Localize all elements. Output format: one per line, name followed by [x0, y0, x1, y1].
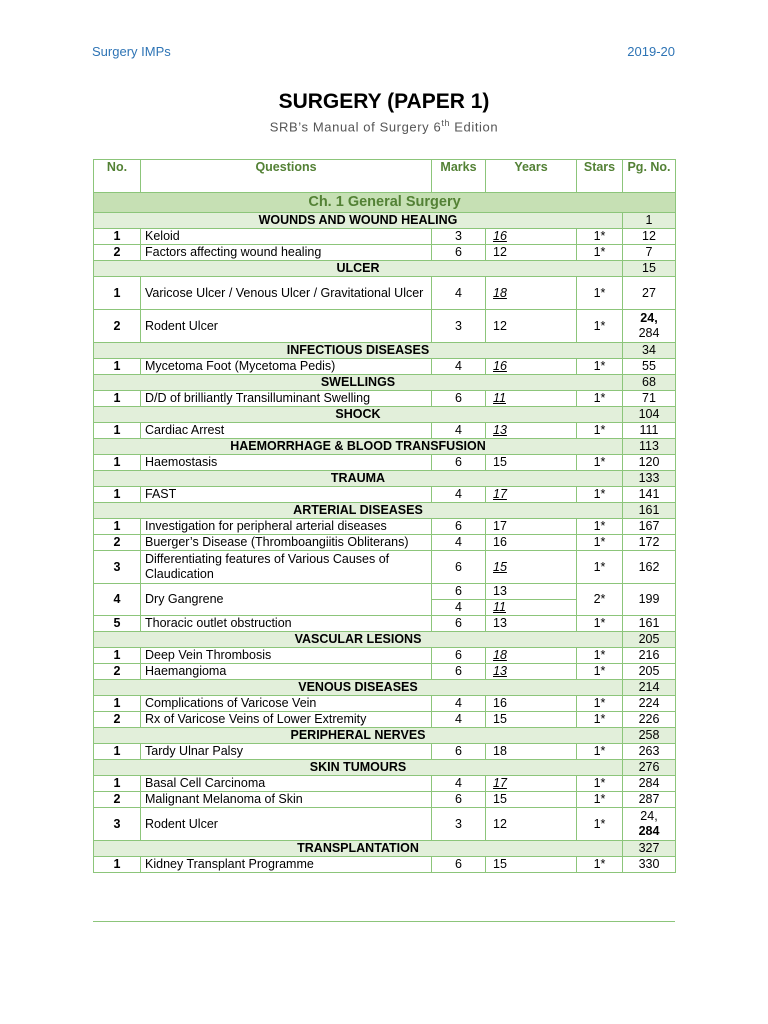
- row-marks: 3: [432, 808, 486, 841]
- section-page: 1: [623, 213, 676, 229]
- header-left: Surgery IMPs: [92, 44, 171, 59]
- section-title: SWELLINGS: [94, 375, 623, 391]
- row-years: 17: [486, 487, 577, 503]
- section-page: 214: [623, 680, 676, 696]
- row-years: 13: [486, 423, 577, 439]
- row-page: 55: [623, 359, 676, 375]
- row-stars: 1*: [577, 616, 623, 632]
- subtitle-sup: th: [441, 118, 451, 128]
- row-marks: 4: [432, 535, 486, 551]
- row-number: 1: [94, 359, 141, 375]
- section-row: [94, 439, 676, 455]
- table-header-row: [94, 160, 676, 193]
- section-page: 276: [623, 760, 676, 776]
- row-number: 1: [94, 391, 141, 407]
- row-number: 1: [94, 857, 141, 873]
- row-page: 226: [623, 712, 676, 728]
- col-years: Years: [486, 160, 577, 193]
- row-question: Basal Cell Carcinoma: [141, 776, 432, 792]
- table-row: [94, 310, 676, 343]
- row-stars: 1*: [577, 808, 623, 841]
- row-number: 2: [94, 792, 141, 808]
- row-question: Haemangioma: [141, 664, 432, 680]
- row-page: 216: [623, 648, 676, 664]
- row-marks: 6: [432, 519, 486, 535]
- row-marks: 6: [432, 245, 486, 261]
- row-marks: 6: [432, 792, 486, 808]
- row-number: 1: [94, 744, 141, 760]
- row-page: 167: [623, 519, 676, 535]
- row-number: 3: [94, 551, 141, 584]
- subtitle-tail: Edition: [450, 119, 499, 135]
- table-row: [94, 792, 676, 808]
- table-row: [94, 423, 676, 439]
- section-row: [94, 760, 676, 776]
- row-number: 2: [94, 310, 141, 343]
- section-row: [94, 213, 676, 229]
- col-marks: Marks: [432, 160, 486, 193]
- row-stars: 1*: [577, 712, 623, 728]
- section-title: TRAUMA: [94, 471, 623, 487]
- row-page: 161: [623, 616, 676, 632]
- header-right: 2019-20: [627, 44, 675, 59]
- section-title: ARTERIAL DISEASES: [94, 503, 623, 519]
- section-row: [94, 407, 676, 423]
- page-part: 24,: [640, 311, 658, 325]
- row-question: Investigation for peripheral arterial diseases: [141, 519, 432, 535]
- row-page: 284: [623, 776, 676, 792]
- section-row: [94, 841, 676, 857]
- row-marks: 4: [432, 712, 486, 728]
- row-number: 4: [94, 584, 141, 616]
- chapter-title: Ch. 1 General Surgery: [94, 193, 676, 213]
- row-marks: 3: [432, 229, 486, 245]
- section-title: VENOUS DISEASES: [94, 680, 623, 696]
- row-number: 5: [94, 616, 141, 632]
- section-page: 327: [623, 841, 676, 857]
- row-marks: 4: [432, 423, 486, 439]
- section-title: TRANSPLANTATION: [94, 841, 623, 857]
- row-question: Dry Gangrene: [141, 584, 432, 616]
- table-row: [94, 664, 676, 680]
- section-page: 205: [623, 632, 676, 648]
- row-stars: 1*: [577, 519, 623, 535]
- table-row: [94, 229, 676, 245]
- row-stars: 1*: [577, 487, 623, 503]
- row-stars: 1*: [577, 391, 623, 407]
- row-stars: 1*: [577, 277, 623, 310]
- row-question: Complications of Varicose Vein: [141, 696, 432, 712]
- section-title: HAEMORRHAGE & BLOOD TRANSFUSION: [94, 439, 623, 455]
- row-question: D/D of brilliantly Transilluminant Swelling: [141, 391, 432, 407]
- row-years: 15: [486, 455, 577, 471]
- row-page: 224: [623, 696, 676, 712]
- row-question: FAST: [141, 487, 432, 503]
- row-stars: 1*: [577, 792, 623, 808]
- table-row: [94, 712, 676, 728]
- table-row: [94, 696, 676, 712]
- section-page: 161: [623, 503, 676, 519]
- row-question: Rx of Varicose Veins of Lower Extremity: [141, 712, 432, 728]
- row-page: 199: [623, 584, 676, 616]
- row-years: 16: [486, 359, 577, 375]
- row-number: 1: [94, 423, 141, 439]
- section-row: [94, 680, 676, 696]
- page-part: 24,: [640, 809, 658, 823]
- row-page: 287: [623, 792, 676, 808]
- row-marks: 6: [432, 744, 486, 760]
- row-marks: 6: [432, 551, 486, 584]
- row-question: Factors affecting wound healing: [141, 245, 432, 261]
- page-title: SURGERY (PAPER 1): [278, 90, 490, 113]
- row-question: Differentiating features of Various Causes of Claudication: [141, 551, 432, 584]
- row-stars: 1*: [577, 535, 623, 551]
- row-number: 1: [94, 776, 141, 792]
- row-marks: 6: [432, 648, 486, 664]
- row-marks: 4: [432, 277, 486, 310]
- row-page: 330: [623, 857, 676, 873]
- section-row: [94, 632, 676, 648]
- section-title: ULCER: [94, 261, 623, 277]
- section-title: INFECTIOUS DISEASES: [94, 343, 623, 359]
- table-row: [94, 584, 676, 600]
- col-stars: Stars: [577, 160, 623, 193]
- row-stars: 1*: [577, 245, 623, 261]
- row-page: 12: [623, 229, 676, 245]
- row-page: 7: [623, 245, 676, 261]
- row-page: [623, 808, 676, 841]
- row-years: 12: [486, 245, 577, 261]
- row-question: Deep Vein Thrombosis: [141, 648, 432, 664]
- row-question: Haemostasis: [141, 455, 432, 471]
- row-question: Varicose Ulcer / Venous Ulcer / Gravitational Ulcer: [141, 277, 432, 310]
- row-number: 1: [94, 696, 141, 712]
- row-years: 18: [486, 744, 577, 760]
- row-stars: 1*: [577, 664, 623, 680]
- section-row: [94, 343, 676, 359]
- section-page: 34: [623, 343, 676, 359]
- table-row: [94, 616, 676, 632]
- row-years: 18: [486, 277, 577, 310]
- row-years: 15: [486, 857, 577, 873]
- table-row: [94, 857, 676, 873]
- section-row: [94, 503, 676, 519]
- section-page: 15: [623, 261, 676, 277]
- col-questions: Questions: [141, 160, 432, 193]
- row-marks: 4: [432, 359, 486, 375]
- row-years: 15: [486, 712, 577, 728]
- table-row: [94, 391, 676, 407]
- row-question: Keloid: [141, 229, 432, 245]
- section-page: 113: [623, 439, 676, 455]
- section-page: 258: [623, 728, 676, 744]
- row-question: Cardiac Arrest: [141, 423, 432, 439]
- row-number: 2: [94, 712, 141, 728]
- row-years: 11: [486, 391, 577, 407]
- row-stars: 1*: [577, 744, 623, 760]
- row-number: 3: [94, 808, 141, 841]
- section-row: [94, 728, 676, 744]
- row-question: Kidney Transplant Programme: [141, 857, 432, 873]
- questions-table: [93, 159, 676, 873]
- row-stars: 1*: [577, 423, 623, 439]
- row-marks: 6: [432, 664, 486, 680]
- row-years: 17: [486, 776, 577, 792]
- row-number: 2: [94, 535, 141, 551]
- chapter-row: [94, 193, 676, 213]
- row-years: 17: [486, 519, 577, 535]
- row-page: 162: [623, 551, 676, 584]
- section-page: 68: [623, 375, 676, 391]
- row-number: 1: [94, 455, 141, 471]
- row-number: 1: [94, 519, 141, 535]
- row-stars: 1*: [577, 551, 623, 584]
- table-row: [94, 808, 676, 841]
- row-stars: 1*: [577, 359, 623, 375]
- row-years: 13: [486, 664, 577, 680]
- row-stars: 1*: [577, 229, 623, 245]
- row-page: 71: [623, 391, 676, 407]
- row-page: 120: [623, 455, 676, 471]
- row-number: 1: [94, 648, 141, 664]
- row-years: 11: [486, 600, 577, 616]
- section-row: [94, 375, 676, 391]
- page-subtitle: [0, 118, 768, 134]
- section-page: 133: [623, 471, 676, 487]
- row-page: 263: [623, 744, 676, 760]
- table-row: [94, 535, 676, 551]
- table-row: [94, 519, 676, 535]
- row-page: 205: [623, 664, 676, 680]
- row-years: 15: [486, 792, 577, 808]
- row-marks: 6: [432, 857, 486, 873]
- row-question: Mycetoma Foot (Mycetoma Pedis): [141, 359, 432, 375]
- row-years: 16: [486, 229, 577, 245]
- row-years: 13: [486, 616, 577, 632]
- row-stars: 2*: [577, 584, 623, 616]
- row-marks: 6: [432, 584, 486, 600]
- row-years: 13: [486, 584, 577, 600]
- row-years: 16: [486, 696, 577, 712]
- row-question: Thoracic outlet obstruction: [141, 616, 432, 632]
- col-no: No.: [94, 160, 141, 193]
- row-marks: 3: [432, 310, 486, 343]
- row-question: Tardy Ulnar Palsy: [141, 744, 432, 760]
- row-marks: 4: [432, 696, 486, 712]
- row-page: 27: [623, 277, 676, 310]
- col-pg: Pg. No.: [623, 160, 676, 193]
- row-number: 1: [94, 487, 141, 503]
- row-years: 12: [486, 808, 577, 841]
- table-row: [94, 359, 676, 375]
- table-row: [94, 648, 676, 664]
- row-years: 15: [486, 551, 577, 584]
- table-row: [94, 744, 676, 760]
- row-question: Malignant Melanoma of Skin: [141, 792, 432, 808]
- row-marks: 4: [432, 776, 486, 792]
- row-question: Rodent Ulcer: [141, 808, 432, 841]
- page-part: 284: [638, 824, 660, 838]
- section-title: SKIN TUMOURS: [94, 760, 623, 776]
- section-title: SHOCK: [94, 407, 623, 423]
- table-row: [94, 551, 676, 584]
- row-question: Rodent Ulcer: [141, 310, 432, 343]
- row-page: [623, 310, 676, 343]
- row-number: 2: [94, 664, 141, 680]
- row-marks: 4: [432, 487, 486, 503]
- row-years: 12: [486, 310, 577, 343]
- row-marks: 4: [432, 600, 486, 616]
- row-number: 1: [94, 277, 141, 310]
- row-marks: 6: [432, 455, 486, 471]
- table-row: [94, 245, 676, 261]
- section-title: VASCULAR LESIONS: [94, 632, 623, 648]
- page-part: 284: [638, 326, 660, 340]
- table-row: [94, 776, 676, 792]
- row-number: 1: [94, 229, 141, 245]
- section-row: [94, 261, 676, 277]
- row-stars: 1*: [577, 857, 623, 873]
- row-page: 141: [623, 487, 676, 503]
- row-question: Buerger’s Disease (Thromboangiitis Obliterans): [141, 535, 432, 551]
- row-number: 2: [94, 245, 141, 261]
- row-marks: 6: [432, 616, 486, 632]
- section-page: 104: [623, 407, 676, 423]
- subtitle-text: SRB’s Manual of Surgery 6: [269, 119, 442, 135]
- row-stars: 1*: [577, 696, 623, 712]
- row-marks: 6: [432, 391, 486, 407]
- section-title: PERIPHERAL NERVES: [94, 728, 623, 744]
- row-page: 172: [623, 535, 676, 551]
- row-years: 16: [486, 535, 577, 551]
- bottom-rule: [93, 921, 675, 922]
- row-stars: 1*: [577, 776, 623, 792]
- table-row: [94, 487, 676, 503]
- row-stars: 1*: [577, 455, 623, 471]
- row-stars: 1*: [577, 648, 623, 664]
- row-stars: 1*: [577, 310, 623, 343]
- section-row: [94, 471, 676, 487]
- table-row: [94, 455, 676, 471]
- table-row: [94, 277, 676, 310]
- section-title: WOUNDS AND WOUND HEALING: [94, 213, 623, 229]
- row-page: 111: [623, 423, 676, 439]
- row-years: 18: [486, 648, 577, 664]
